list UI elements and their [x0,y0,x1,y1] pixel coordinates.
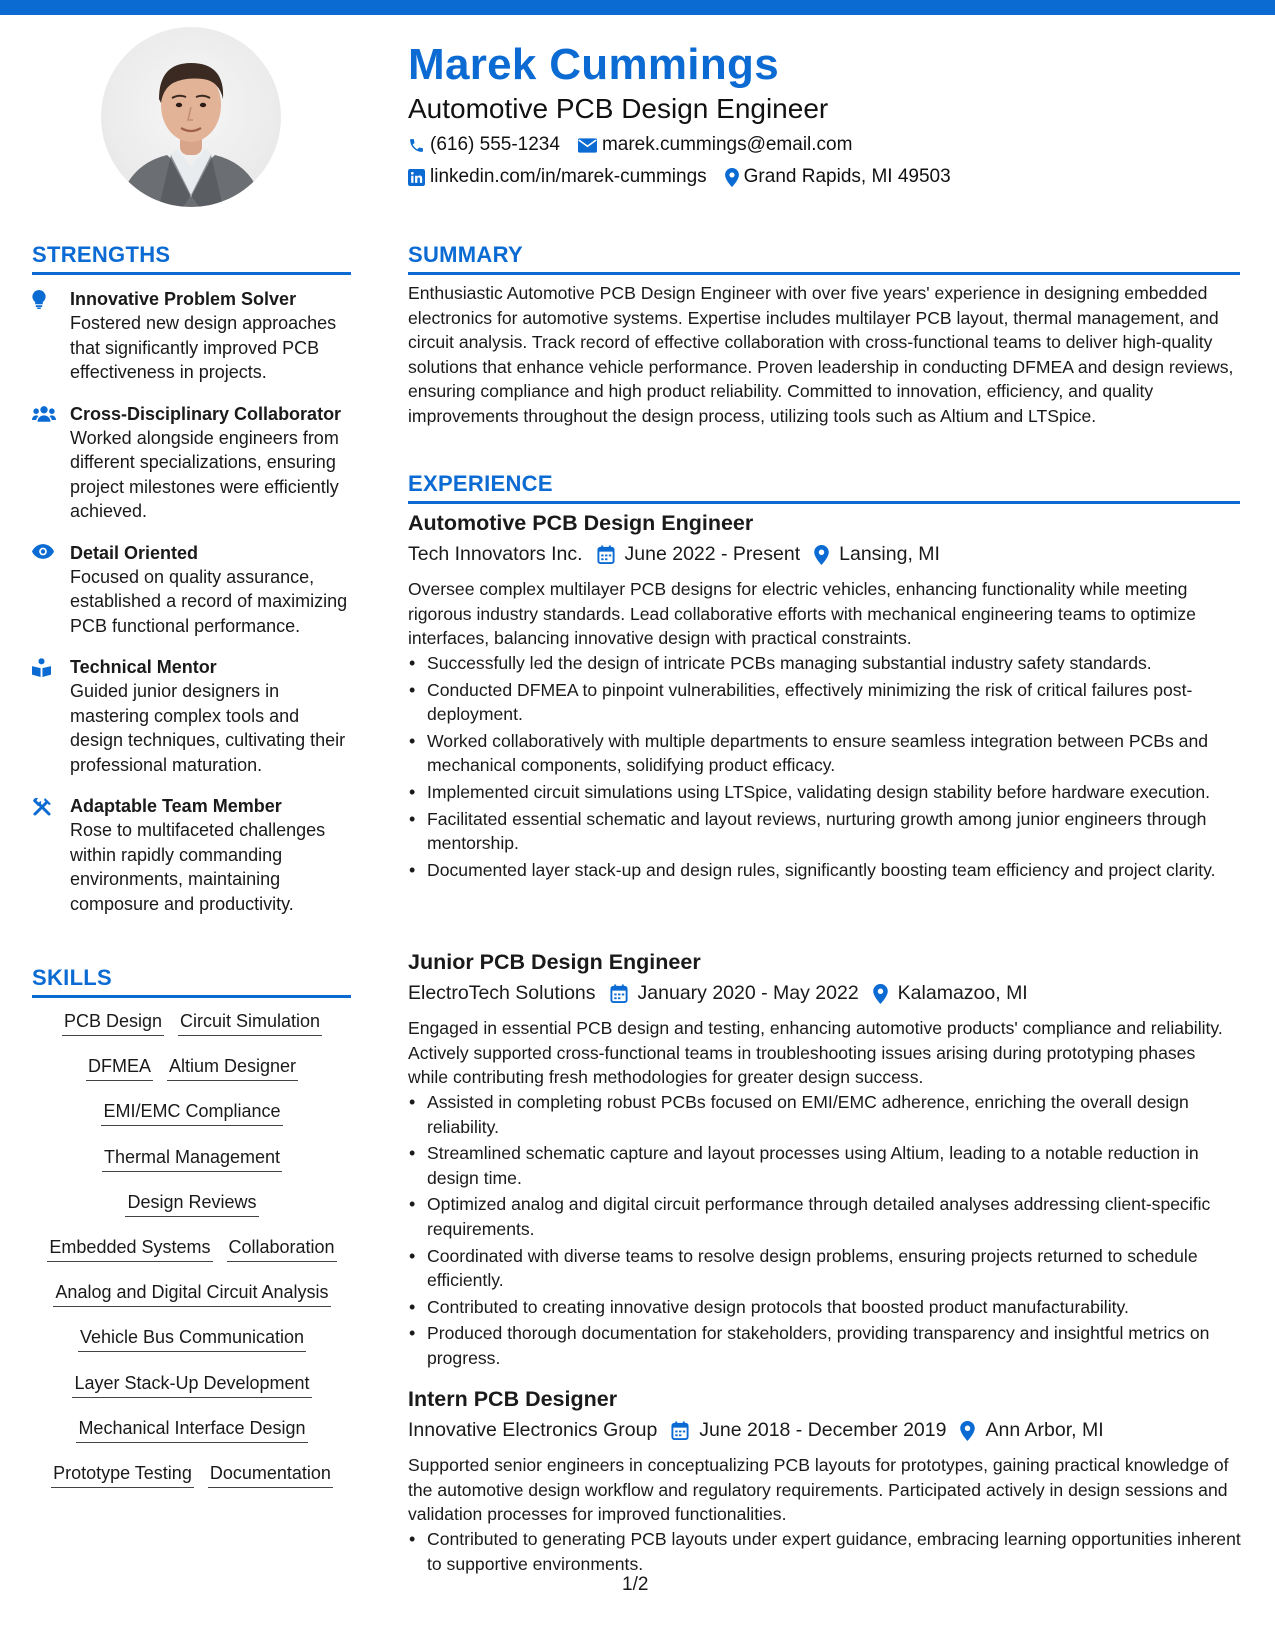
email-contact[interactable] [578,134,853,156]
skill-tag: Circuit Simulation [178,1010,322,1036]
skill-tag: Layer Stack-Up Development [72,1372,311,1398]
company-name: Tech Innovators Inc. [408,543,583,565]
skill-tag: Thermal Management [102,1146,282,1172]
bullet-item: • Produced thorough documentation for stakeholders, providing transparency and insightful metrics on progress. [408,1321,1244,1370]
job-dates: January 2020 - May 2022 [637,982,859,1004]
skill-tag: Embedded Systems [47,1236,212,1262]
experience-heading: EXPERIENCE [408,471,1240,504]
skill-tag: Collaboration [227,1236,337,1262]
candidate-name: Marek Cummings [408,40,779,89]
strength-description: Rose to multifaceted challenges within rapidly commanding environments, maintaining composure and productivity. [70,820,326,914]
map-pin-icon [725,168,739,187]
job-title: Automotive PCB Design Engineer [408,511,754,535]
strength-description: Fostered new design approaches that significantly improved PCB effectiveness in projects. [70,313,337,382]
bullet-item: • Worked collaboratively with multiple departments to ensure seamless integration between PCBs and mechanical components, solidifying product efficacy. [408,729,1244,778]
bullet-item: • Streamlined schematic capture and layout processes using Altium, leading to a notable reduction in design time. [408,1141,1244,1190]
location-contact [725,166,951,188]
phone-contact[interactable] [408,134,560,156]
skill-tag: PCB Design [62,1010,164,1036]
skill-tag: Analog and Digital Circuit Analysis [53,1281,330,1307]
strength-description: Worked alongside engineers from different specializations, ensuring project milestones were efficiently achieved. [70,427,339,521]
strengths-heading: STRENGTHS [32,242,351,275]
skills-list [32,1010,352,1507]
calendar-icon [671,1421,689,1440]
phone-text: (616) 555-1234 [430,134,560,155]
bullet-item: • Contributed to creating innovative design protocols that boosted product manufacturability. [408,1295,1244,1320]
page-number: 1/2 [622,1574,649,1595]
strength-title: Adaptable Team Member [70,796,282,816]
skill-tag: EMI/EMC Compliance [101,1100,282,1126]
job-description: Supported senior engineers in conceptualizing PCB layouts for prototypes, gaining practical knowledge of the automotive design workflow and regulatory requirements. Participated actively in design sessions and validation processes for improved functionalities. [408,1455,1229,1525]
eye-icon [32,544,54,559]
strength-description: Focused on quality assurance, established a record of maximizing PCB functional performance. [70,566,348,636]
bullet-item: • Facilitated essential schematic and layout reviews, nurturing growth among junior engineers through mentorship. [408,807,1244,856]
skill-tag: Mechanical Interface Design [76,1417,307,1443]
strength-title: Detail Oriented [70,542,199,563]
job-bullets [408,651,1244,884]
strength-description: Guided junior designers in mastering complex tools and design techniques, cultivating their professional maturation. [70,681,346,775]
job-dates: June 2018 - December 2019 [699,1419,947,1441]
job-description: Engaged in essential PCB design and testing, enhancing automotive products' compliance and reliability. Actively supported cross-functional teams in troubleshooting issues arising during prototyping phases while contributing fresh methodologies for greater design success. [408,1018,1223,1088]
map-pin-icon [873,984,888,1004]
linkedin-text: linkedin.com/in/marek-cummings [430,166,707,187]
company-name: ElectroTech Solutions [408,982,596,1004]
email-icon [578,138,597,153]
users-icon [32,405,56,422]
mentor-icon [32,658,51,677]
bullet-item: • Documented layer stack-up and design rules, significantly boosting team efficiency and project clarity. [408,858,1244,883]
top-accent-bar [0,0,1275,15]
job-title: Junior PCB Design Engineer [408,950,701,974]
strength-item [32,541,352,639]
job-location: Ann Arbor, MI [985,1419,1104,1441]
strength-item [32,655,352,777]
bullet-item: • Successfully led the design of intricate PCBs managing substantial industry safety standards. [408,651,1244,676]
calendar-icon [610,984,628,1003]
map-pin-icon [814,545,829,565]
strength-item [32,794,352,916]
linkedin-icon [408,169,425,186]
skill-tag: Documentation [208,1462,333,1488]
bullet-item: • Assisted in completing robust PCBs focused on EMI/EMC adherence, enriching the overall design reliability. [408,1090,1244,1139]
bullet-item: • Optimized analog and digital circuit performance through detailed analyses addressing client-specific requirements. [408,1192,1244,1241]
job-location: Kalamazoo, MI [897,982,1028,1004]
company-name: Innovative Electronics Group [408,1419,658,1441]
tools-icon [32,797,52,817]
strength-item [32,287,352,385]
summary-heading: SUMMARY [408,242,1240,275]
job-bullets [408,1090,1244,1373]
linkedin-contact[interactable] [408,166,707,188]
strengths-list [32,287,352,933]
skill-tag: Altium Designer [167,1055,298,1081]
job-dates: June 2022 - Present [624,543,801,565]
job-bullets [408,1527,1244,1578]
job-meta [408,982,1042,1005]
job-title: Intern PCB Designer [408,1387,618,1411]
map-pin-icon [960,1421,975,1441]
phone-icon [408,137,425,154]
bullet-item: • Implemented circuit simulations using LTSpice, validating design stability before hardware execution. [408,780,1244,805]
location-text: Grand Rapids, MI 49503 [743,166,951,187]
strength-item [32,402,352,524]
strength-title: Innovative Problem Solver [70,289,297,309]
bullet-item: • Contributed to generating PCB layouts under expert guidance, embracing learning opportunities inherent to supportive environments. [408,1527,1244,1576]
bullet-item: • Coordinated with diverse teams to resolve design problems, ensuring projects returned to schedule efficiently. [408,1244,1244,1293]
job-meta [408,1419,1118,1442]
skills-heading: SKILLS [32,965,351,998]
lightbulb-icon [32,290,46,309]
skill-tag: DFMEA [86,1055,153,1081]
job-description: Oversee complex multilayer PCB designs for electric vehicles, enhancing functionality while meeting rigorous industry standards. Lead collaborative efforts with mechanical engineering teams to optimize interfaces, balancing innovative design with practical constraints. [408,579,1196,649]
contact-line-2 [408,166,969,188]
skill-tag: Vehicle Bus Communication [78,1326,306,1352]
calendar-icon [597,545,615,564]
strength-title: Technical Mentor [70,657,217,677]
bullet-item: • Conducted DFMEA to pinpoint vulnerabilities, effectively minimizing the risk of critical failures post-deployment. [408,678,1244,727]
profile-photo [101,27,281,207]
summary-text: Enthusiastic Automotive PCB Design Engineer with over five years' experience in designing embedded electronics for automotive systems. Expertise includes multilayer PCB layout, thermal management, and circuit analysis. Track record of effective collaboration with cross-functional teams to deliver high-quality solutions that enhance vehicle performance. Proven leadership in conducting DFMEA and design reviews, ensuring compliance and high product reliability. Committed to innovation, efficiency, and quality improvements throughout the design process, utilizing tools such as Altium and LTSpice. [408,283,1234,426]
strength-title: Cross-Disciplinary Collaborator [70,403,342,424]
contact-line-1 [408,134,870,156]
email-text: marek.cummings@email.com [601,134,853,155]
candidate-title: Automotive PCB Design Engineer [408,93,829,124]
skill-tag: Prototype Testing [51,1462,194,1488]
job-location: Lansing, MI [839,543,940,565]
job-meta [408,543,954,566]
skill-tag: Design Reviews [125,1191,258,1217]
